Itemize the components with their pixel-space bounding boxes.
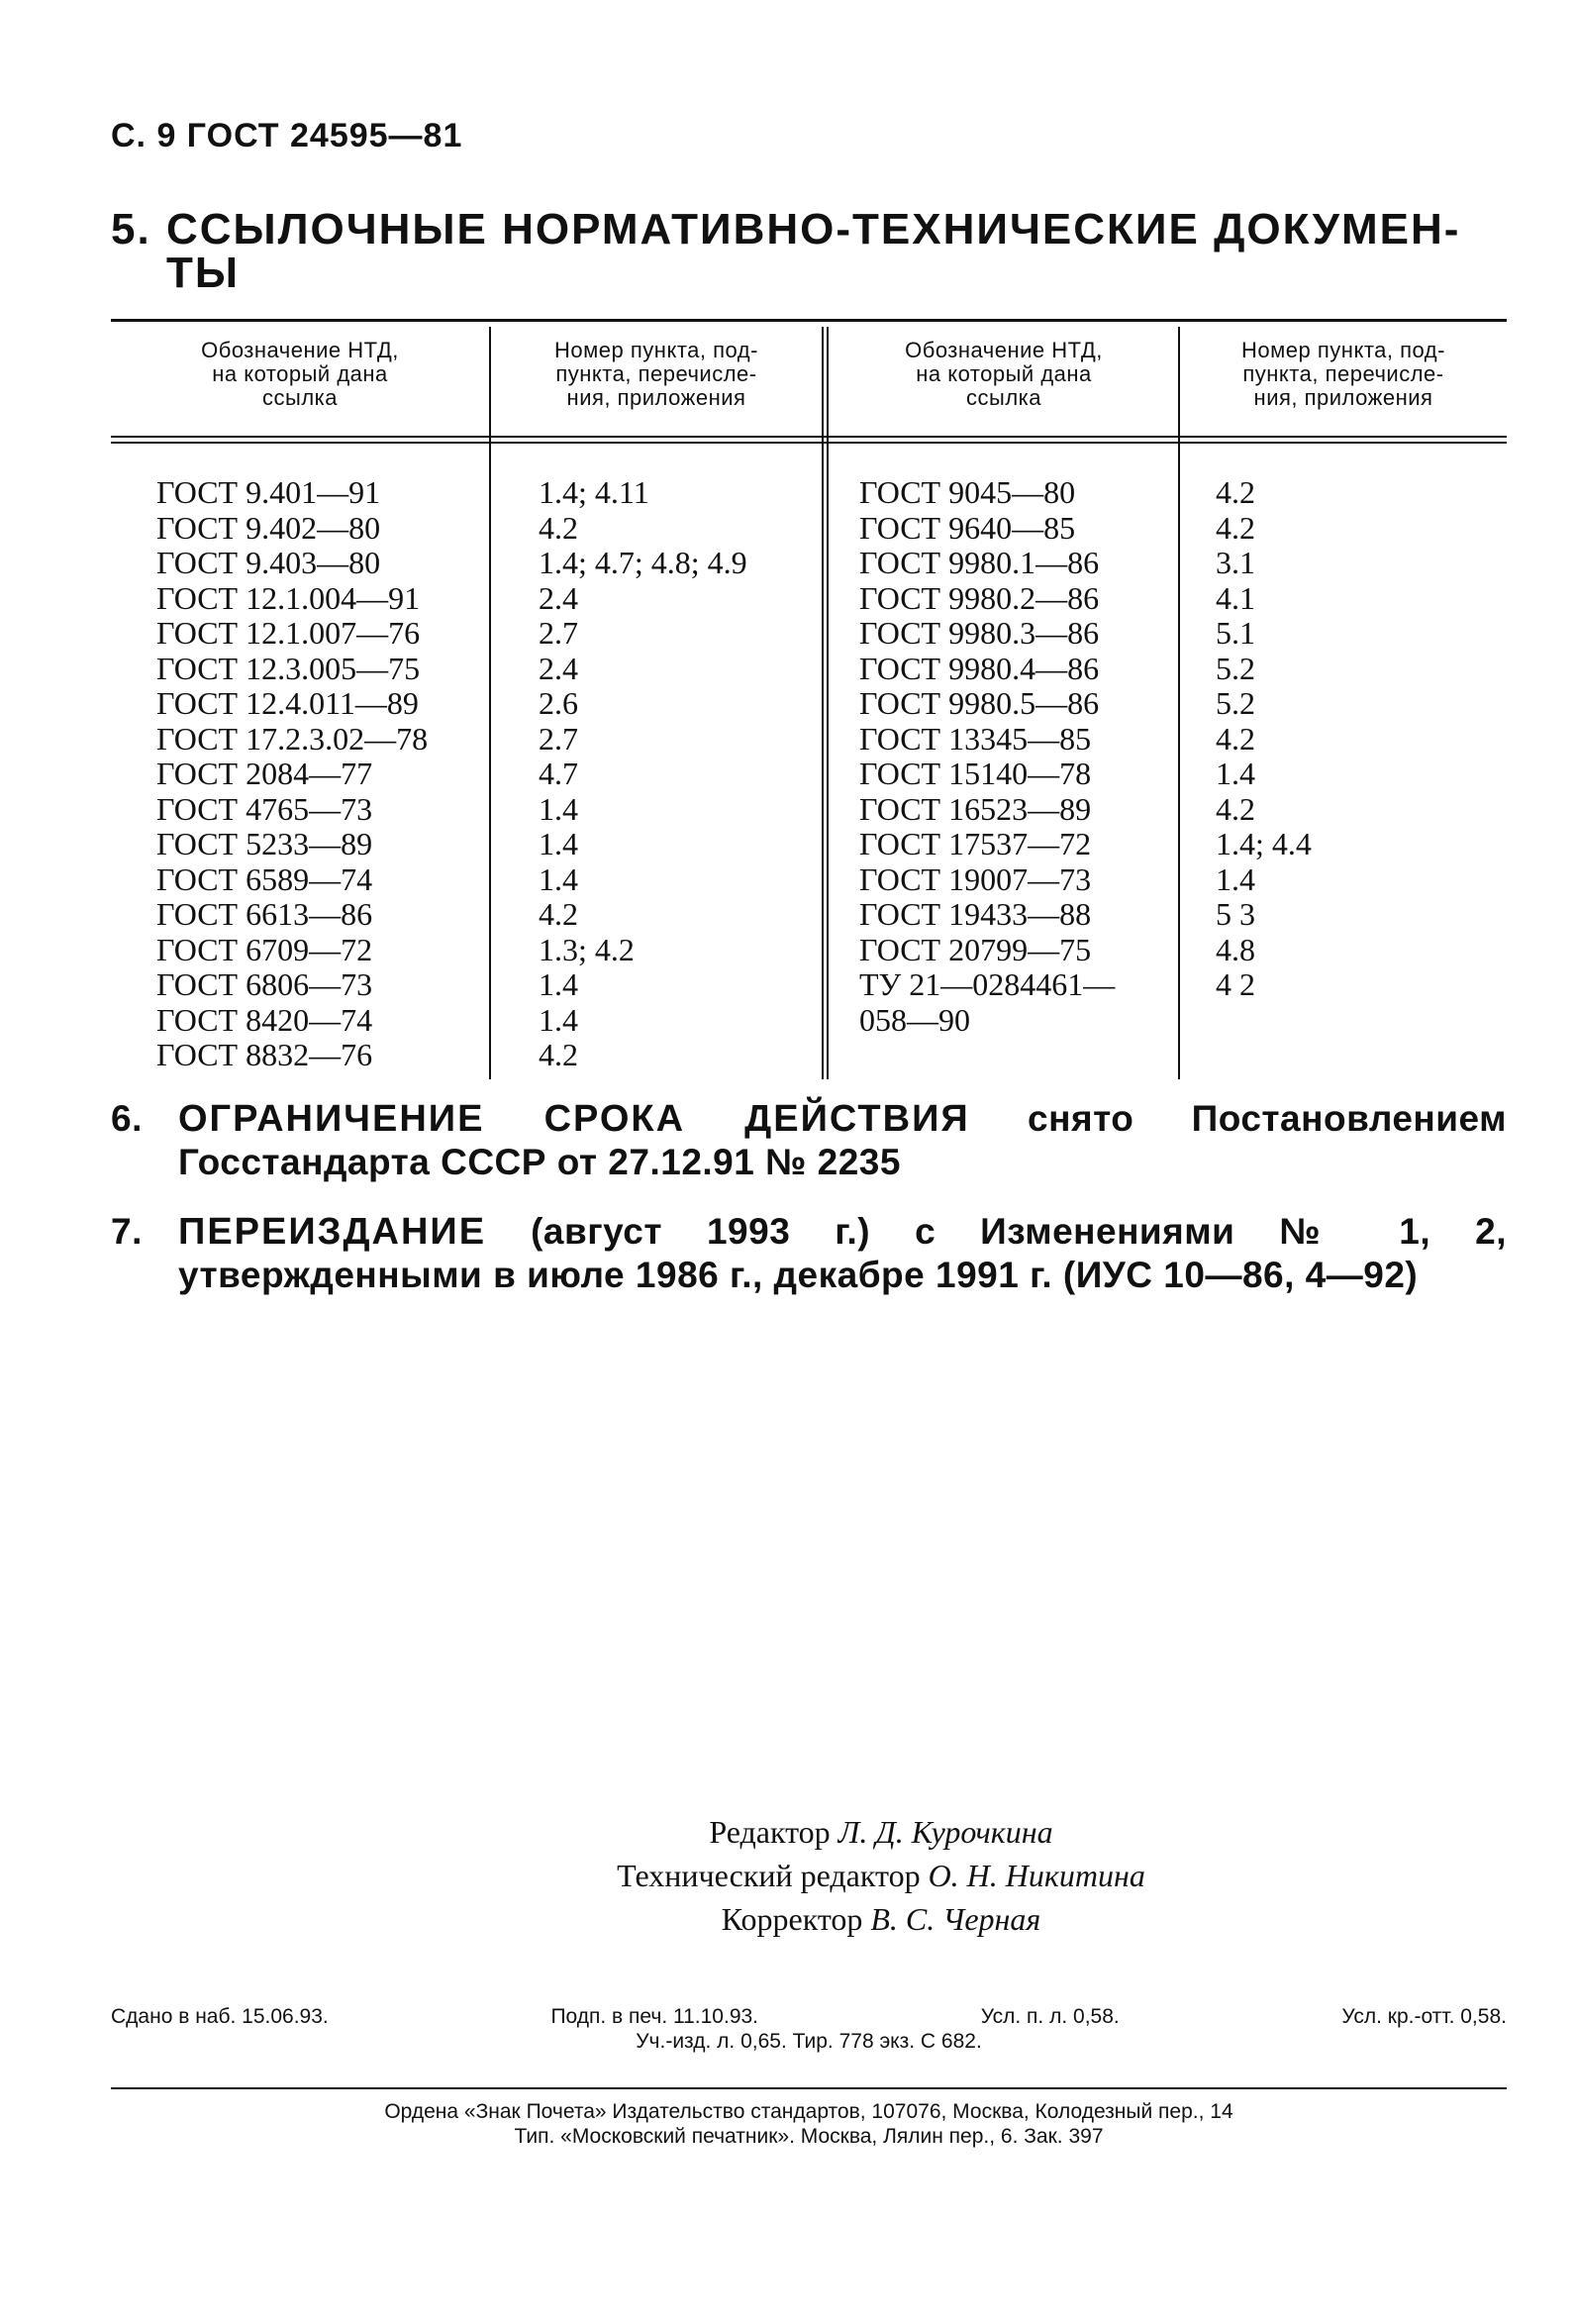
section-number: 7. bbox=[111, 1211, 143, 1252]
printer-line: Тип. «Московский печатник». Москва, Лялин пер., 6. Зак. 397 bbox=[514, 2125, 1104, 2148]
column-divider-double bbox=[822, 327, 829, 1079]
table-cell: 4.2 bbox=[1216, 720, 1255, 757]
table-cell: 1.4 bbox=[539, 966, 578, 1002]
table-cell: ГОСТ 17.2.3.02—78 bbox=[156, 720, 429, 757]
column-header-designation: Обозначение НТД, на который дана ссылка bbox=[201, 338, 399, 410]
table-cell: ГОСТ 9.401—91 bbox=[156, 474, 381, 510]
left-items-column bbox=[539, 475, 747, 1073]
table-cell: ГОСТ 8420—74 bbox=[156, 1001, 373, 1038]
table-cell: 5 3 bbox=[1216, 896, 1255, 932]
table-cell: ГОСТ 6613—86 bbox=[156, 896, 373, 932]
table-header-rule bbox=[111, 436, 1507, 438]
table-cell: ГОСТ 9640—85 bbox=[859, 509, 1076, 546]
table-cell: 2.4 bbox=[539, 650, 578, 686]
table-cell: 2.6 bbox=[539, 685, 578, 721]
table-cell: ГОСТ 9.403—80 bbox=[156, 545, 381, 580]
column-divider bbox=[489, 327, 491, 1079]
table-cell: ГОСТ 20799—75 bbox=[859, 931, 1092, 967]
table-cell: 4.2 bbox=[539, 509, 578, 546]
table-cell: ГОСТ 16523—89 bbox=[859, 790, 1092, 827]
table-cell: 1.4 bbox=[539, 860, 578, 897]
table-cell: ГОСТ 9980.2—86 bbox=[859, 579, 1100, 616]
credit-technical-editor: Технический редактор О. Н. Никитина bbox=[617, 1858, 1145, 1893]
table-cell: ГОСТ 2084—77 bbox=[156, 756, 373, 791]
column-header-designation: Обозначение НТД, на который дана ссылка bbox=[905, 338, 1103, 410]
section-text: (август 1993 г.) с Изменениями № 1, 2, утвержденными в июле 1986 г., декабре 1991 г. (ИУС 10—86, 4—92) bbox=[178, 1211, 1507, 1295]
table-cell: 5.2 bbox=[1216, 685, 1255, 721]
table-header-rule-2 bbox=[111, 442, 1507, 444]
credits-block bbox=[396, 1810, 1366, 1941]
section-text: снято Постановлением Госстандарта СССР от 27.12.91 № 2235 bbox=[178, 1098, 1507, 1182]
table-cell: 3.1 bbox=[1216, 545, 1255, 580]
table-cell: 1.4; 4.4 bbox=[1216, 826, 1312, 861]
table-cell: ГОСТ 9980.1—86 bbox=[859, 545, 1100, 580]
references-table bbox=[111, 319, 1507, 1079]
table-cell: 1.4 bbox=[539, 1001, 578, 1038]
print-sheets: Усл. п. л. 0,58. bbox=[980, 2005, 1120, 2028]
table-cell: ГОСТ 12.3.005—75 bbox=[156, 650, 421, 686]
table-cell: 1.4 bbox=[1216, 756, 1255, 791]
table-cell: ГОСТ 12.1.007—76 bbox=[156, 615, 421, 651]
column-divider bbox=[1178, 327, 1180, 1079]
table-cell: ГОСТ 19433—88 bbox=[859, 896, 1092, 932]
table-cell: 4.2 bbox=[1216, 474, 1255, 510]
table-cell: ГОСТ 6806—73 bbox=[156, 966, 373, 1002]
edition-info: Уч.-изд. л. 0,65. Тир. 778 экз. С 682. bbox=[636, 2030, 982, 2053]
table-cell: ГОСТ 9980.5—86 bbox=[859, 685, 1100, 721]
table-cell: ГОСТ 19007—73 bbox=[859, 860, 1092, 897]
table-cell: ГОСТ 12.1.004—91 bbox=[156, 579, 421, 616]
table-cell: ГОСТ 13345—85 bbox=[859, 720, 1092, 757]
running-head: С. 9 ГОСТ 24595—81 bbox=[111, 117, 463, 154]
table-cell: 2.7 bbox=[539, 615, 578, 651]
credit-corrector: Корректор В. С. Черная bbox=[721, 1901, 1041, 1937]
table-cell: 4.2 bbox=[539, 896, 578, 932]
table-cell: 1.4; 4.11 bbox=[539, 474, 649, 510]
table-cell: ГОСТ 6709—72 bbox=[156, 931, 373, 967]
table-cell: 1.4 bbox=[539, 826, 578, 861]
table-cell: 5.2 bbox=[1216, 650, 1255, 686]
left-docs-column bbox=[156, 475, 428, 1073]
table-cell: 4.2 bbox=[539, 1037, 578, 1072]
table-cell: 1.4; 4.7; 4.8; 4.9 bbox=[539, 545, 747, 580]
section-number: 5. bbox=[111, 205, 151, 253]
column-header-item-number: Номер пункта, под- пункта, перечисле- ния, приложения bbox=[554, 338, 758, 410]
credit-editor: Редактор Л. Д. Курочкина bbox=[709, 1814, 1053, 1850]
table-cell: 2.7 bbox=[539, 720, 578, 757]
publisher-line: Ордена «Знак Почета» Издательство стандартов, 107076, Москва, Колодезный пер., 14 bbox=[384, 2100, 1233, 2123]
table-cell: ГОСТ 9980.3—86 bbox=[859, 615, 1100, 651]
table-cell: 1.4 bbox=[1216, 860, 1255, 897]
table-cell: ГОСТ 17537—72 bbox=[859, 826, 1092, 861]
table-cell: 4.7 bbox=[539, 756, 578, 791]
table-cell: 4.8 bbox=[1216, 931, 1255, 967]
table-cell: ГОСТ 6589—74 bbox=[156, 860, 373, 897]
table-cell: 2.4 bbox=[539, 579, 578, 616]
section-title-line-1: ССЫЛОЧНЫЕ НОРМАТИВНО-ТЕХНИЧЕСКИЕ ДОКУМЕН- bbox=[166, 205, 1461, 253]
right-docs-column bbox=[859, 475, 1115, 1038]
table-cell: ГОСТ 5233—89 bbox=[156, 826, 373, 861]
section-title-line-2: ТЫ bbox=[166, 249, 240, 297]
table-cell: 4 2 bbox=[1216, 966, 1255, 1002]
table-cell bbox=[1216, 1003, 1312, 1039]
table-cell: ГОСТ 12.4.011—89 bbox=[156, 685, 419, 721]
right-items-column bbox=[1216, 475, 1312, 1038]
table-cell: 1.3; 4.2 bbox=[539, 931, 635, 967]
table-cell: ГОСТ 15140—78 bbox=[859, 756, 1092, 791]
section-heading: ПЕРЕИЗДАНИЕ bbox=[178, 1211, 487, 1253]
table-cell: ГОСТ 9.402—80 bbox=[156, 509, 381, 546]
table-cell: ГОСТ 9045—80 bbox=[859, 474, 1076, 510]
publisher-info bbox=[111, 2099, 1507, 2149]
section-heading: ОГРАНИЧЕНИЕ СРОКА ДЕЙСТВИЯ bbox=[178, 1098, 970, 1140]
submitted-date: Сдано в наб. 15.06.93. bbox=[111, 2005, 329, 2028]
table-cell: ГОСТ 9980.4—86 bbox=[859, 650, 1100, 686]
table-top-rule bbox=[111, 319, 1507, 322]
color-prints: Усл. кр.-отт. 0,58. bbox=[1341, 2005, 1507, 2028]
section-6 bbox=[111, 1097, 1507, 1184]
table-cell: 5.1 bbox=[1216, 615, 1255, 651]
table-cell: 4.2 bbox=[1216, 790, 1255, 827]
table-cell: ГОСТ 4765—73 bbox=[156, 790, 373, 827]
imprint-rule bbox=[111, 2087, 1507, 2089]
table-cell: 058—90 bbox=[859, 1001, 970, 1038]
table-cell: 1.4 bbox=[539, 790, 578, 827]
section-5-title bbox=[111, 205, 1507, 297]
table-cell: 4.2 bbox=[1216, 509, 1255, 546]
print-details bbox=[111, 2004, 1507, 2054]
table-cell: 4.1 bbox=[1216, 579, 1255, 616]
section-number: 6. bbox=[111, 1098, 143, 1139]
table-cell: ТУ 21—0284461— bbox=[859, 966, 1116, 1002]
column-header-item-number: Номер пункта, под- пункта, перечисле- ния, приложения bbox=[1241, 338, 1445, 410]
section-7 bbox=[111, 1210, 1507, 1297]
signed-date: Подп. в печ. 11.10.93. bbox=[550, 2005, 759, 2028]
table-cell: ГОСТ 8832—76 bbox=[156, 1037, 373, 1072]
